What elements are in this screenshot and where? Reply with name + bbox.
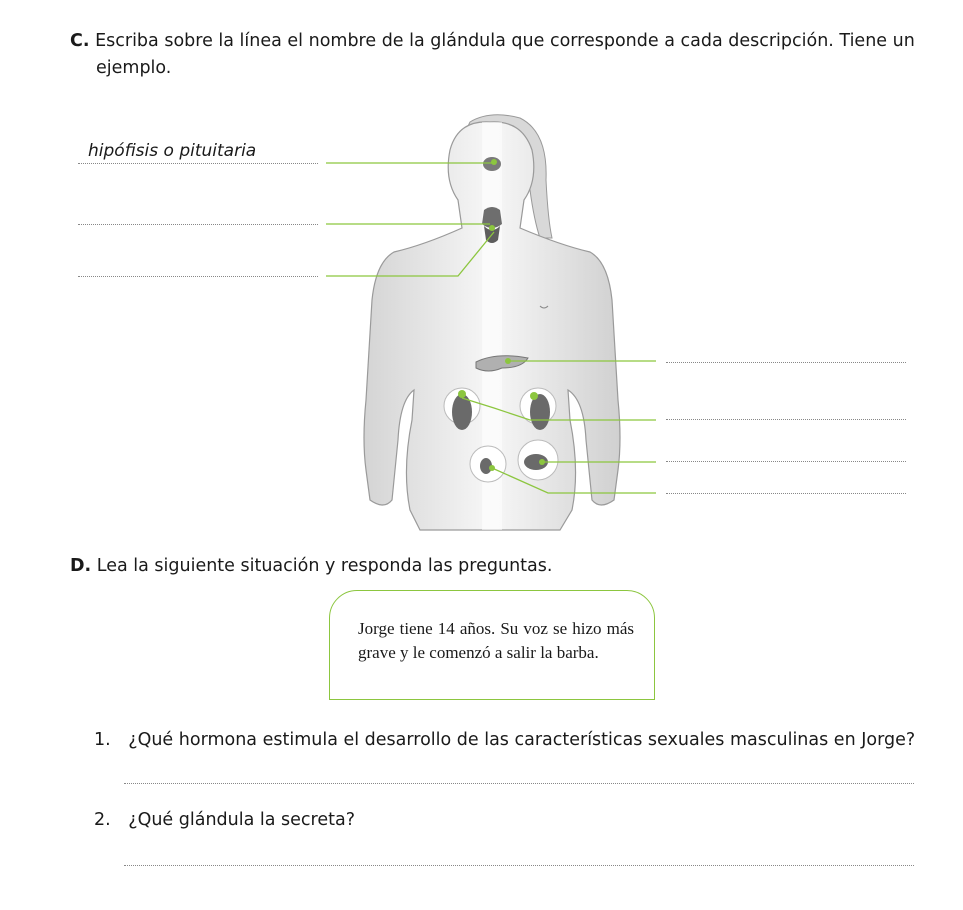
question-1-number: 1. <box>94 730 111 750</box>
question-1-answer-line[interactable] <box>124 783 914 784</box>
section-d-letter: D. <box>70 556 92 576</box>
ovary-right <box>518 440 558 480</box>
question-2-answer-line[interactable] <box>124 865 914 866</box>
example-answer: hipófisis o pituitaria <box>88 141 257 161</box>
section-c-instruction-line1: Escriba sobre la línea el nombre de la glándula que corresponde a cada descripción. Tiene un <box>95 31 915 51</box>
section-d-instruction-text: Lea la siguiente situación y responda las preguntas. <box>96 556 553 576</box>
question-2-number: 2. <box>94 810 111 830</box>
pituitary-gland <box>483 157 501 171</box>
section-c-letter: C. <box>70 31 90 51</box>
section-c-instruction-line2: ejemplo. <box>96 58 172 78</box>
question-1 <box>94 730 915 750</box>
question-2 <box>94 810 355 830</box>
story-box <box>329 590 655 700</box>
section-d-instruction <box>70 554 552 579</box>
question-1-text: ¿Qué hormona estimula el desarrollo de las características sexuales masculinas en Jorge? <box>128 730 916 750</box>
story-text: Jorge tiene 14 años. Su voz se hizo más grave y le comenzó a salir la barba. <box>358 619 634 662</box>
ovary-left <box>470 446 506 482</box>
question-2-text: ¿Qué glándula la secreta? <box>128 810 356 830</box>
